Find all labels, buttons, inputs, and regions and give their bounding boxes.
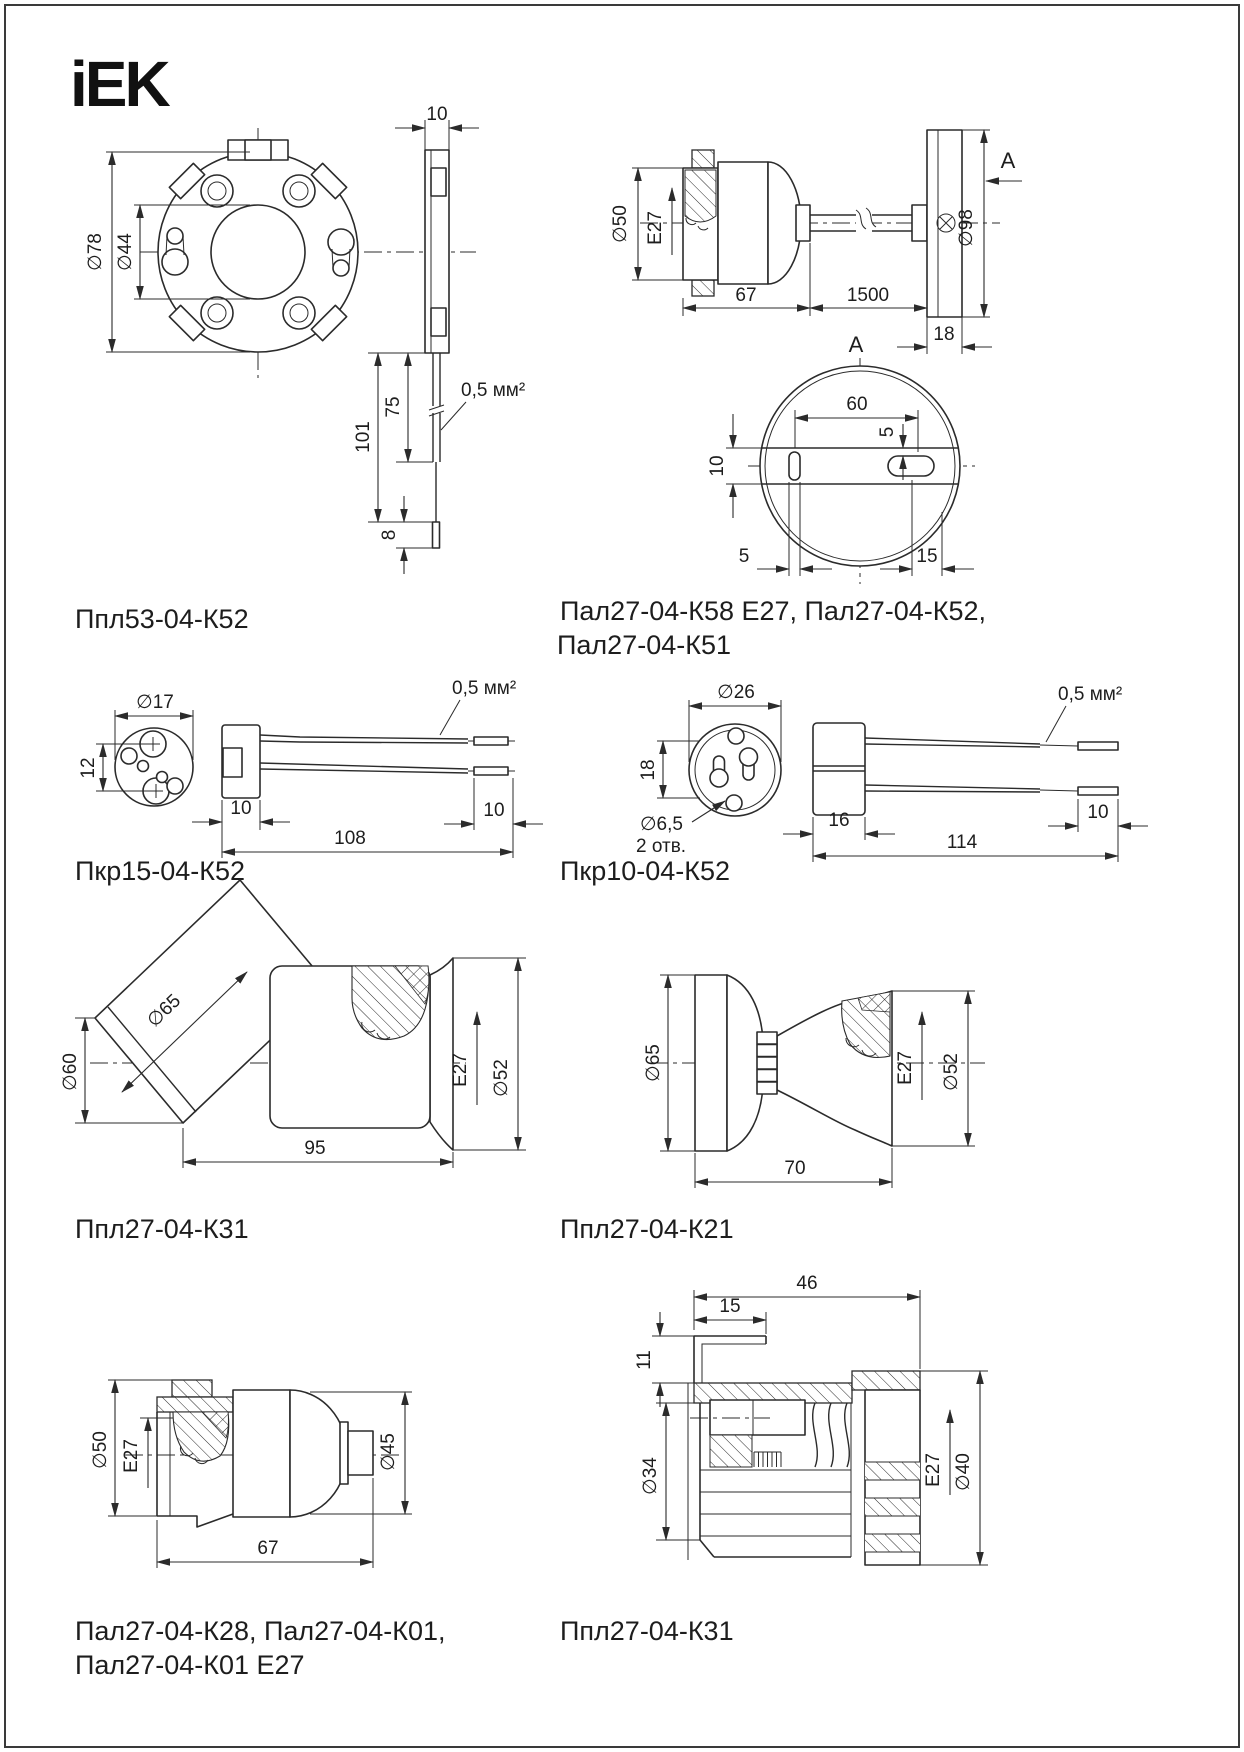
dim-w10: 10 xyxy=(230,798,252,819)
dim-dia65: ∅65 xyxy=(643,1044,664,1082)
dim-dia26: ∅26 xyxy=(717,682,755,703)
dim-e27: E27 xyxy=(923,1453,944,1487)
caption-pkr15-04-k52: Пкр15-04-К52 xyxy=(75,856,246,886)
caption-ppl27-04-k31-section: Ппл27-04-К31 xyxy=(560,1616,734,1646)
dim-dia40: ∅40 xyxy=(953,1453,974,1491)
drawing-pal27-04-k58 xyxy=(610,130,1022,584)
dim-slot60: 60 xyxy=(846,394,868,415)
dim-tip10: 10 xyxy=(483,800,505,821)
dim-len95: 95 xyxy=(304,1138,326,1159)
dim-dia52: ∅52 xyxy=(941,1053,962,1091)
drawing-ppl27-04-k31-angled xyxy=(60,880,526,1168)
caption-pal27-04-k58-line1: Пал27-04-К58 Е27, Пал27-04-К52, xyxy=(560,596,987,626)
dim-e27: E27 xyxy=(645,211,666,245)
dim-dia50: ∅50 xyxy=(610,205,631,243)
hole-label: ∅6,5 xyxy=(640,814,683,835)
dim-len8: 8 xyxy=(379,529,400,541)
iek-logo: iEK xyxy=(70,48,168,120)
drawing-ppl27-04-k21 xyxy=(643,975,985,1188)
caption-pkr10-04-k52: Пкр10-04-К52 xyxy=(560,856,731,886)
dim-dia78: ∅78 xyxy=(85,233,106,271)
dim-t18: 18 xyxy=(933,324,955,345)
dim-len114: 114 xyxy=(946,832,978,853)
caption-ppl27-04-k21: Ппл27-04-К21 xyxy=(560,1214,734,1244)
caption-pal27-04-k58-line2: Пал27-04-К51 xyxy=(557,630,731,660)
dim-len70: 70 xyxy=(784,1158,806,1179)
dim-e27: E27 xyxy=(121,1439,142,1473)
dim-len75: 75 xyxy=(383,396,404,418)
dim-gap5: 5 xyxy=(877,426,898,438)
holes-count-label: 2 отв. xyxy=(636,836,687,857)
drawing-pal27-04-k28 xyxy=(90,1380,412,1568)
dim-len1500: 1500 xyxy=(846,285,890,306)
caption-ppl53-04-k52: Ппл53-04-К52 xyxy=(75,604,249,634)
dim-w16: 16 xyxy=(828,810,850,831)
dim-w10: 10 xyxy=(426,104,448,125)
dim-len46: 46 xyxy=(796,1273,818,1294)
dim-dia45: ∅45 xyxy=(378,1433,399,1471)
dim-tip10: 10 xyxy=(1087,802,1109,823)
dim-band10: 10 xyxy=(707,455,728,477)
wire-label: 0,5 мм² xyxy=(452,678,517,699)
caption-pal27-04-k28-line1: Пал27-04-К28, Пал27-04-К01, xyxy=(75,1616,446,1646)
view-a-arrow-label: A xyxy=(1000,148,1016,173)
drawing-ppl27-04-k31-section xyxy=(634,1273,988,1565)
view-a-title: A xyxy=(848,332,864,357)
dim-len67: 67 xyxy=(735,285,757,306)
dim-e27: E27 xyxy=(450,1053,471,1087)
dim-dia34: ∅34 xyxy=(640,1457,661,1495)
dim-dia44: ∅44 xyxy=(115,233,136,271)
dim-dia52: ∅52 xyxy=(491,1059,512,1097)
dim-h12: 12 xyxy=(78,757,99,779)
dim-h18: 18 xyxy=(638,759,659,781)
dim-dia65: ∅65 xyxy=(143,990,186,1032)
dim-len15: 15 xyxy=(719,1296,741,1317)
dim-dia17: ∅17 xyxy=(136,692,174,713)
caption-pal27-04-k28-line2: Пал27-04-К01 Е27 xyxy=(75,1650,305,1680)
dim-e27: E27 xyxy=(895,1051,916,1085)
caption-ppl27-04-k31: Ппл27-04-К31 xyxy=(75,1214,249,1244)
dim-off5: 5 xyxy=(738,546,750,567)
dim-dia98: ∅98 xyxy=(956,209,977,247)
drawing-pkr10-04-k52 xyxy=(636,682,1148,862)
drawing-ppl53-04-k52 xyxy=(85,104,525,574)
dim-len67: 67 xyxy=(257,1538,279,1559)
dim-len101: 101 xyxy=(353,421,374,453)
drawing-pkr15-04-k52 xyxy=(78,678,543,858)
dim-h11: 11 xyxy=(634,1350,655,1370)
dim-dia50: ∅50 xyxy=(90,1431,111,1469)
wire-label: 0,5 мм² xyxy=(461,380,526,401)
dim-len108: 108 xyxy=(334,828,366,849)
dim-dia60: ∅60 xyxy=(60,1053,81,1091)
wire-label: 0,5 мм² xyxy=(1058,684,1123,705)
dim-off15: 15 xyxy=(916,546,938,567)
